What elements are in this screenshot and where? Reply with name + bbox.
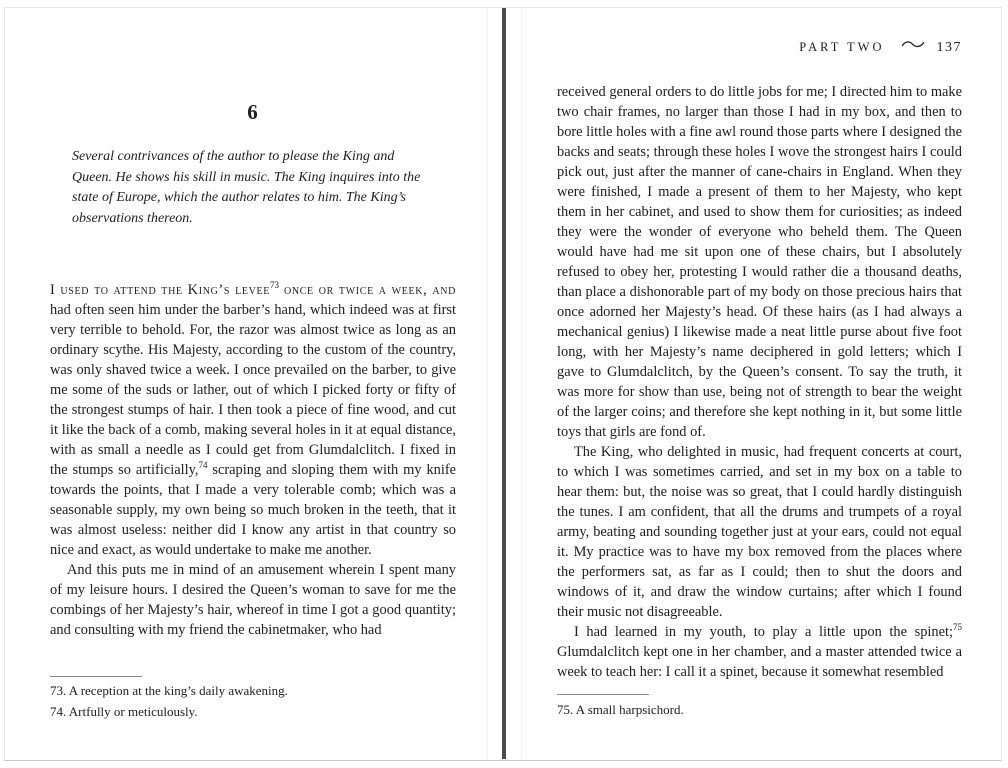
section-title: PART TWO xyxy=(799,40,885,54)
swung-dash-ornament-icon xyxy=(901,36,925,54)
footnote: 73. A reception at the king’s daily awakening. xyxy=(50,683,288,698)
footnote: 75. A small harpsichord. xyxy=(557,702,684,717)
paragraph: received general orders to do little jobs for me; I directed him to make two chair frames, no larger than those I had in my box, and then to bore little holes with a fine awl round those parts where I designed the backs and seats; through these holes I wove the strongest hairs I could pick out, just after the manner of cane-chairs in England. When they were finished, I made a present of them to her Majesty, who kept them in her cabinet, and used to show them for curiosities; as indeed they were the wonder of everyone who beheld them. The Queen would have had me sit upon one of these chairs, but I absolutely refused to obey her, protesting I would rather die a thousand deaths, than place a dishonorable part of my body on those precious hairs that once adorned her Majesty’s head. Of these hairs (as I had always a mechanical genius) I likewise made a neat little purse about five foot long, with her Majesty’s name deciphered in gold letters; which I gave to Glumdalclitch, by the Queen’s consent. To say the truth, it was more for show than use, being not of strength to bear the weight of the larger coins; and therefore she kept nothing in it, but some little toys that girls are fond of. xyxy=(557,84,962,440)
right-page-footnotes xyxy=(557,700,962,721)
paragraph: The King, who delighted in music, had frequent concerts at court, to which I was sometimes carried, and set in my box on a table to hear them: but, the noise was so great, that I could hardly distinguish the tunes. I am confident, that all the drums and trumpets of a royal army, beating and sounding together just at your ears, could not equal it. My practice was to have my box removed from the places where the performers sat, as far as I could; then to shut the doors and windows of it, and draw the window curtains; after which I found their music not disagreeable. xyxy=(557,444,962,620)
body-text: had often seen him under the barber’s hand, which indeed was at first very terrible to behold. For, the razor was almost twice as long as an ordinary scythe. His Majesty, according to the custom of the country, was only shaved twice a week. I once prevailed on the barber, to give me some of the suds or lather, out of which I picked forty or fifty of the strongest stumps of hair. I then took a piece of fine wood, and cut it like the back of a comb, making several holes in it at equal distance, with as small a needle as I could get from Glumdalclitch. I fixed in the stumps so artificially, xyxy=(50,302,456,478)
running-header xyxy=(557,36,962,56)
footnote-divider xyxy=(50,676,142,677)
opening-smallcaps: I used to attend the King’s levee xyxy=(50,282,270,298)
right-page-body xyxy=(557,82,962,682)
page-number: 137 xyxy=(936,40,962,55)
footnote-ref-74: 74 xyxy=(198,460,208,470)
body-text: scraping and sloping them with my knife towards the points, that I made a very tolerable comb; which was a seasonable supply, my own being so much broken in the teeth, that it was almost useless: neither did I know any artist in that country so nice and exact, as would undertake to make me another. xyxy=(50,462,457,558)
body-text: I had learned in my youth, to play a little upon the spinet; xyxy=(574,624,953,640)
left-page-inner-edge xyxy=(487,8,488,759)
right-page-inner-edge xyxy=(521,8,522,759)
body-text: Glumdalclitch kept one in her chamber, and a master attended twice a week to teach her: I call it a spinet, because it somewhat resembled xyxy=(557,644,962,680)
paragraph xyxy=(50,280,456,560)
footnote-ref-75: 75 xyxy=(953,622,962,632)
footnote: 74. Artfully or meticulously. xyxy=(50,703,198,719)
opening-smallcaps: once or twice a week, and xyxy=(278,282,456,298)
paragraph xyxy=(557,622,962,682)
paragraph: And this puts me in mind of an amusement wherein I spent many of my leisure hours. I desired the Queen’s woman to save for me the combings of her Majesty’s hair, whereof in time I got a good quantity; and consulting with my friend the cabinetmaker, who had xyxy=(50,562,456,638)
chapter-number: 6 xyxy=(247,100,259,124)
footnote-divider xyxy=(557,694,649,695)
page-gutter xyxy=(502,8,506,759)
left-page-body xyxy=(50,280,456,640)
left-page-footnotes xyxy=(50,681,456,722)
footnote-ref-73: 73 xyxy=(269,280,279,290)
chapter-summary: Several contrivances of the author to please the King and Queen. He shows his skill in music. The King inquires into the state of Europe, which the author relates to him. The King’s observations thereon. xyxy=(72,149,421,226)
